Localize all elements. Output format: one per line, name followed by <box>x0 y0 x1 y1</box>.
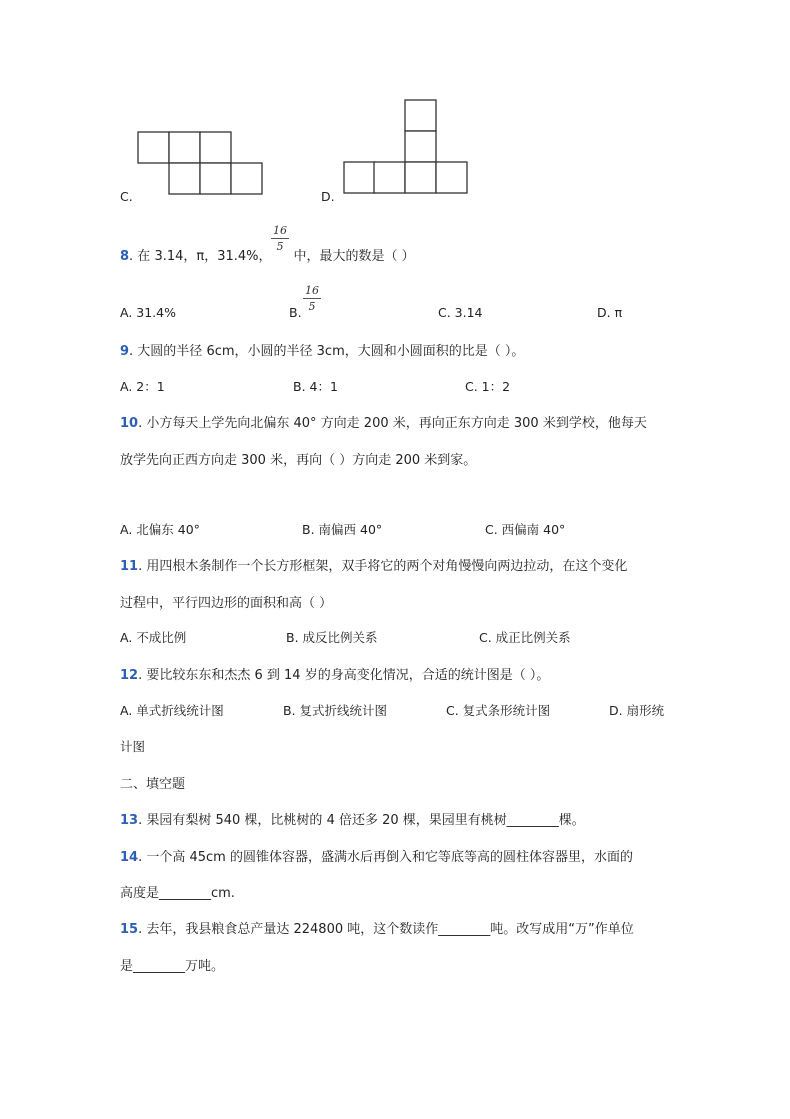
q10-option-b[interactable]: B. 南偏西 40° <box>302 522 383 537</box>
question-10 <box>120 412 647 431</box>
net-c-square <box>200 163 231 194</box>
net-d-square <box>405 100 436 131</box>
net-figure-d <box>342 98 470 196</box>
question-11-line2: 过程中，平行四边形的面积和高（ ） <box>120 596 333 611</box>
q11-option-b[interactable]: B. 成反比例关系 <box>286 630 378 645</box>
net-d-square <box>374 162 405 193</box>
net-d-square <box>344 162 375 193</box>
question-number: 10 <box>120 416 139 431</box>
section-heading: 二、填空题 <box>120 777 186 792</box>
figure-c-label: C. <box>120 189 133 204</box>
net-d-square <box>405 162 436 193</box>
question-number: 8 <box>120 249 130 264</box>
net-c-square <box>169 132 200 163</box>
q11-option-c[interactable]: C. 成正比例关系 <box>479 630 571 645</box>
question-13 <box>120 809 585 828</box>
q12-option-d[interactable]: D. 扇形统 <box>609 703 665 718</box>
question-number: 14 <box>120 850 139 865</box>
net-c-square <box>200 132 231 163</box>
q10-option-a[interactable]: A. 北偏东 40° <box>120 522 200 537</box>
net-d-square <box>436 162 467 193</box>
question-14-line2: 高度是________cm. <box>120 886 235 901</box>
q8-option-d[interactable]: D. π <box>597 305 623 320</box>
q10-option-c[interactable]: C. 西偏南 40° <box>485 522 566 537</box>
question-stem: . 用四根木条制作一个长方形框架，双手将它的两个对角慢慢向两边拉动，在这个变化 <box>138 559 628 574</box>
question-14 <box>120 846 633 865</box>
question-stem: . 果园有梨树 540 棵，比桃树的 4 倍还多 20 棵，果园里有桃树________棵。 <box>138 813 585 828</box>
q12-option-a[interactable]: A. 单式折线统计图 <box>120 703 224 718</box>
figure-d-label: D. <box>321 189 335 204</box>
q9-option-b[interactable]: B. 4：1 <box>293 379 338 394</box>
net-c-square <box>169 163 200 194</box>
question-number: 11 <box>120 559 139 574</box>
question-number: 12 <box>120 668 139 683</box>
question-12 <box>120 664 549 683</box>
question-stem: . 大圆的半径 6cm，小圆的半径 3cm，大圆和小圆面积的比是（ ）。 <box>129 344 525 359</box>
net-c-square <box>138 132 169 163</box>
fraction-16-5: 16 5 <box>273 224 287 253</box>
question-15-line2: 是________万吨。 <box>120 959 225 974</box>
question-8 <box>120 245 415 264</box>
q8-option-a[interactable]: A. 31.4% <box>120 305 176 320</box>
question-stem-cont: 中，最大的数是（ ） <box>293 249 415 264</box>
q11-option-a[interactable]: A. 不成比例 <box>120 630 187 645</box>
question-11 <box>120 555 627 574</box>
question-9 <box>120 340 524 359</box>
question-stem: . 在 3.14，π，31.4%， <box>129 249 272 264</box>
fraction-16-5-option: 16 5 <box>305 284 319 313</box>
question-stem: . 去年，我县粮食总产量达 224800 吨，这个数读作________吨。改写成用“万”作单位 <box>138 922 634 937</box>
net-d-square <box>405 131 436 162</box>
net-c-square <box>231 163 262 194</box>
q12-option-c[interactable]: C. 复式条形统计图 <box>446 703 551 718</box>
q12-option-d-cont: 计图 <box>120 739 146 754</box>
q8-option-b[interactable]: B. <box>289 305 302 320</box>
question-number: 9 <box>120 344 130 359</box>
question-stem: . 要比较东东和杰杰 6 到 14 岁的身高变化情况，合适的统计图是（ ）。 <box>138 668 550 683</box>
question-number: 13 <box>120 813 139 828</box>
question-10-line2: 放学先向正西方向走 300 米，再向（ ）方向走 200 米到家。 <box>120 453 477 468</box>
question-15 <box>120 918 634 937</box>
question-stem: . 一个高 45cm 的圆锥体容器，盛满水后再倒入和它等底等高的圆柱体容器里，水面的 <box>138 850 633 865</box>
net-figure-c <box>136 130 268 198</box>
question-stem: . 小方每天上学先向北偏东 40° 方向走 200 米，再向正东方向走 300 米到学校，他每天 <box>138 416 647 431</box>
question-number: 15 <box>120 922 139 937</box>
q12-option-b[interactable]: B. 复式折线统计图 <box>283 703 388 718</box>
q8-option-c[interactable]: C. 3.14 <box>438 305 483 320</box>
q9-option-a[interactable]: A. 2：1 <box>120 379 165 394</box>
q9-option-c[interactable]: C. 1：2 <box>465 379 511 394</box>
